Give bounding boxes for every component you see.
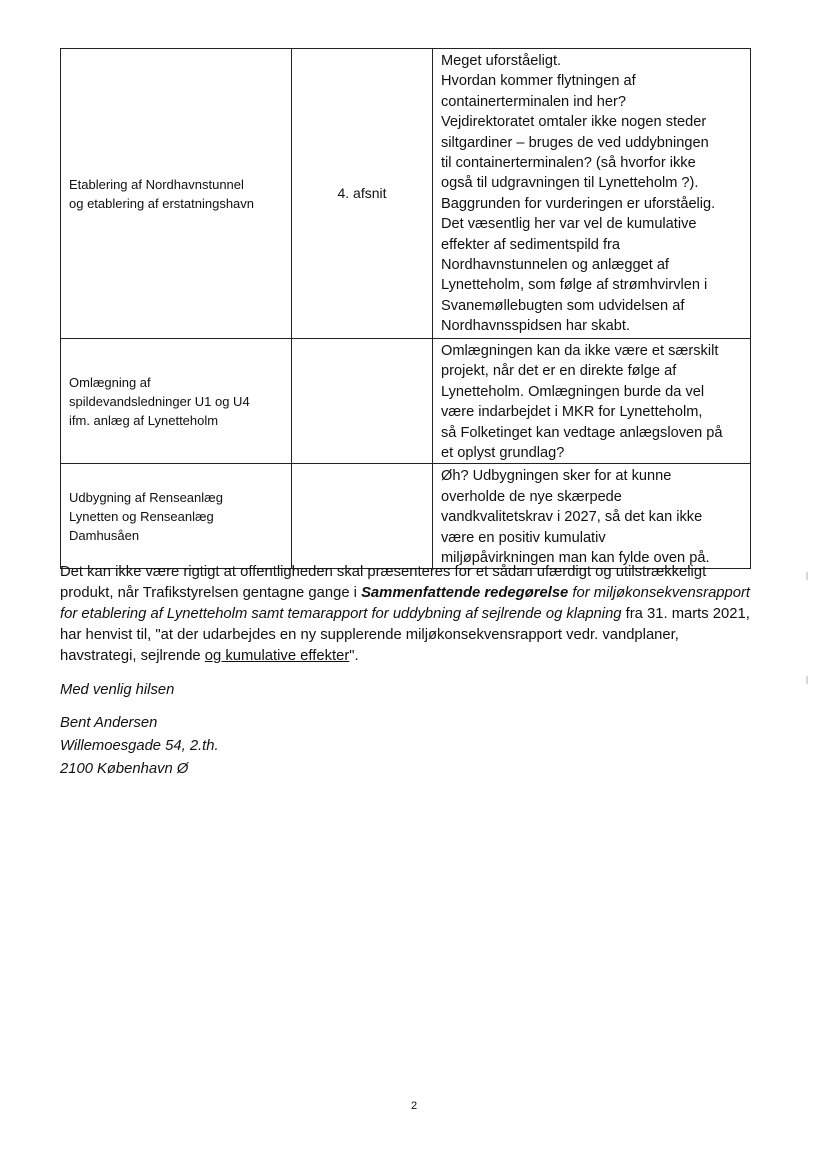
report-title-emphasis: Sammenfattende redegørelse [361, 585, 569, 601]
page-number: 2 [410, 1100, 418, 1112]
margin-mark [806, 676, 808, 684]
table-row [61, 49, 751, 339]
paragraph-line: for etablering af Lynetteholm samt temarapport for uddybning af sejlrende og klapning fra 31. marts 2021, [60, 606, 750, 622]
comment-cell: Omlægningen kan da ikke være et særskilt projekt, når det er en direkte følge af Lynetteholm. Omlægningen burde da vel være indarbejdet i MKR for Lynetteholm, så Folketinget kan vedtage anlægsloven på et oplyst grundlag? [433, 339, 751, 464]
project-cell: Omlægning af spildevandsledninger U1 og U4 ifm. anlæg af Lynetteholm [61, 339, 292, 464]
body-paragraph: Det kan ikke være rigtigt at offentligheden skal præsenteres for et sådan ufærdigt og utilstrækkeligt produkt, når Trafikstyrelsen gentagne gange i Sammenfattende redegørelse for miljøkonsekvensrapport for etablering af Lynetteholm samt temarapport for uddybning af sejlrende og klapning fra 31. marts 2021, har henvist til, "at der udarbejdes en ny supplerende miljøkonsekvensrapport vedr. vandplaner, havstrategi, sejlrende og kumulative effekter". [60, 562, 785, 667]
section-cell [292, 464, 433, 569]
review-table [60, 48, 751, 569]
underlined-phrase: og kumulative effekter [204, 648, 350, 664]
project-cell: Udbygning af Renseanlæg Lynetten og Renseanlæg Damhusåen [61, 464, 292, 569]
sender-name: Bent Andersen [60, 715, 158, 731]
comment-cell: Meget uforståeligt. Hvordan kommer flytningen af containerterminalen ind her? Vejdirektoratet omtaler ikke nogen steder siltgardiner – bruges de ved uddybningen til containerterminalen? (så hvorfor ikke også til udgravningen til Lynetteholm ?). Baggrunden for vurderingen er uforståelig. Det væsentlig her var vel de kumulative effekter af sedimentspild fra Nordhavnstunnelen og anlægget af Lynetteholm, som følge af strømhvirvlen i Svanemøllebugten som udvidelsen af Nordhavnsspidsen har skabt. [433, 49, 751, 339]
table-row [61, 339, 751, 464]
closing-greeting: Med venlig hilsen [60, 682, 175, 698]
paragraph-line: havstrategi, sejlrende og kumulative effekter". [60, 648, 359, 664]
table-row [61, 464, 751, 569]
margin-mark [806, 572, 808, 580]
project-cell: Etablering af Nordhavnstunnel og etablering af erstatningshavn [61, 49, 292, 339]
sender-city: 2100 København Ø [60, 761, 189, 777]
section-cell: 4. afsnit [292, 49, 433, 339]
comment-cell: Øh? Udbygningen sker for at kunne overholde de nye skærpede vandkvalitetskrav i 2027, så det kan ikke være en positiv kumulativ miljøpåvirkningen man kan fylde oven på. [433, 464, 751, 569]
sender-address: Willemoesgade 54, 2.th. [60, 738, 219, 754]
paragraph-line: produkt, når Trafikstyrelsen gentagne gange i Sammenfattende redegørelse for miljøkonsekvensrapport [60, 585, 751, 601]
section-cell [292, 339, 433, 464]
